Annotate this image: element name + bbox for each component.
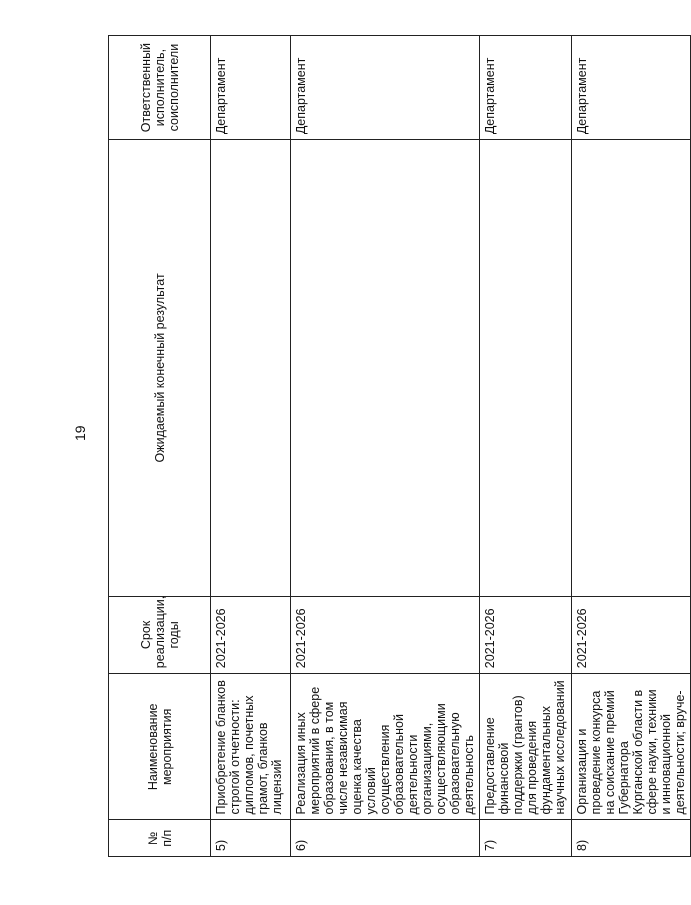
table-header-row [109,36,211,857]
header-term: Срок реализации, годы [109,596,211,674]
row-measure-name: Реализация иных мероприятий в сфере образования, в том числе независимая оценка качества условий осуществления образовательной деятельности организациями, осуществляющими образовательную деятельность [291,674,480,820]
row-number: 5) [211,820,291,857]
header-measure-name: Наименование мероприятия [109,674,211,820]
measures-table [108,35,691,857]
row-measure-name: Предоставление финансовой поддержки (грантов) для проведения фундаментальных научных исследований [480,674,572,820]
page-number: 19 [72,425,88,441]
row-expected-result [572,140,691,596]
row-term: 2021-2026 [211,596,291,674]
header-executor: Ответственный исполнитель, соисполнители [109,36,211,140]
row-executor: Департамент [572,36,691,140]
row-measure-name: Приобретение бланков строгой отчетности: дипломов, почетных грамот, бланков лицензий [211,674,291,820]
row-expected-result [211,140,291,596]
header-number: № п/п [109,820,211,857]
header-expected-result: Ожидаемый конечный результат [109,140,211,596]
row-number: 7) [480,820,572,857]
row-expected-result [291,140,480,596]
row-term: 2021-2026 [572,596,691,674]
table-row [572,36,691,857]
row-term: 2021-2026 [480,596,572,674]
row-expected-result [480,140,572,596]
row-executor: Департамент [480,36,572,140]
row-number: 8) [572,820,691,857]
table-row [480,36,572,857]
table-row [211,36,291,857]
row-number: 6) [291,820,480,857]
row-measure-name: Организация и проведение конкурса на соискание премий Губернатора Курганской области в сфере науки, техники и инновационной деятельности; вруче- [572,674,691,820]
row-executor: Департамент [211,36,291,140]
row-term: 2021-2026 [291,596,480,674]
row-executor: Департамент [291,36,480,140]
table-row [291,36,480,857]
